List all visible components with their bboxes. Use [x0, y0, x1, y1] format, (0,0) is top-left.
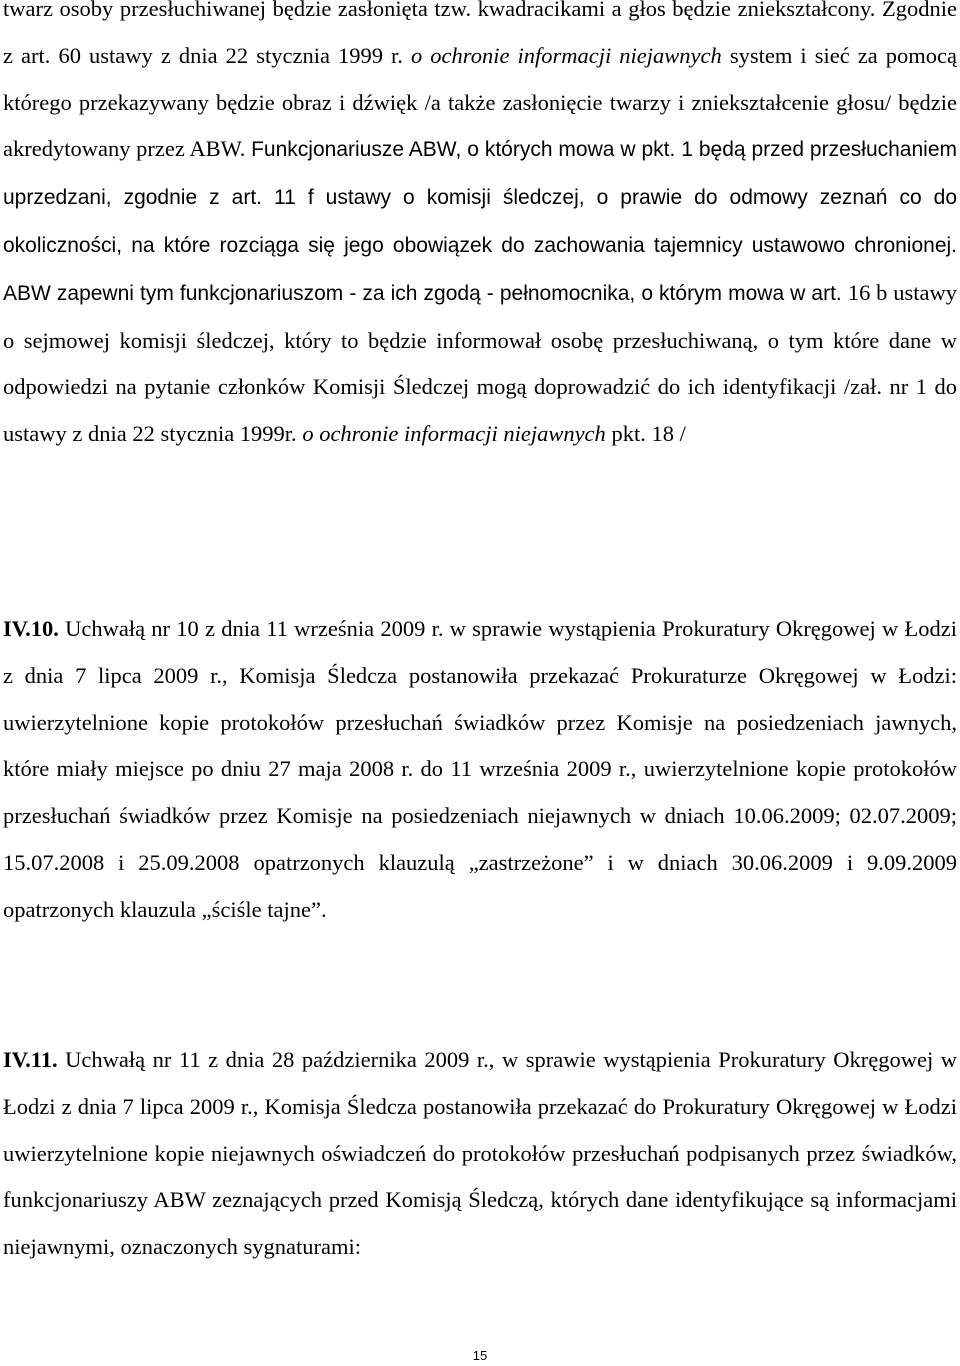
- text-run: pkt. 18 /: [605, 421, 686, 447]
- page-number: 15: [472, 1348, 488, 1363]
- italic-act-title: o ochronie informacji niejawnych: [302, 421, 606, 447]
- section-text: Uchwałą nr 11 z dnia 28 października 2009 r., w sprawie wystąpienia Prokuratury Okręgowej w Łodzi z dnia 7 lipca 2009 r., Komisja Śledcza postanowiła przekazać do Prokuratury Okręgowej w Łodzi uwierzytelnione kopie niejawnych oświadczeń do protokołów przesłuchań podpisanych przez świadków, funkcjonariuszy ABW zeznających przed Komisją Śledczą, których dane identyfikujące są informacjami niejawnymi, oznaczonych sygnaturami:: [3, 1047, 957, 1260]
- section-text: Uchwałą nr 10 z dnia 11 września 2009 r. w sprawie wystąpienia Prokuratury Okręgowej w Łodzi z dnia 7 lipca 2009 r., Komisja Śledcza postanowiła przekazać Prokuraturze Okręgowej w Łodzi: uwierzytelnione kopie protokołów przesłuchań świadków przez Komisje na posiedzeniach jawnych, które miały miejsce po dniu 27 maja 2008 r. do 11 września 2009 r., uwierzytelnione kopie protokołów przesłuchań świadków przez Komisje na posiedzeniach niejawnych w dniach 10.06.2009; 02.07.2009; 15.07.2008 i 25.09.2008 opatrzonych klauzulą „zastrzeżone” i w dniach 30.06.2009 i 9.09.2009 opatrzonych klauzula „ściśle tajne”.: [3, 616, 957, 922]
- text-run: twarz osoby przesłuchiwanej będzie zasłonięta tzw. kwadracikami a głos będzie zniekształcony. Zgodnie z art. 60 ustawy z dnia 22 stycznia 1999 r.: [3, 0, 957, 68]
- paragraph-continuation: [3, 0, 957, 458]
- section-iv-11: [3, 1037, 957, 1271]
- section-number: IV.10.: [3, 616, 59, 641]
- section-iv-10: [3, 606, 957, 934]
- text-run: 16 b ustawy o sejmowej komisji śledczej, który to będzie informował osobę przesłuchiwaną, o tym które dane w odpowiedzi na pytanie członków Komisji Śledczej mogą doprowadzić do ich identyfikacji /zał. nr 1 do ustawy z dnia 22 stycznia 1999r.: [3, 279, 957, 447]
- section-number: IV.11.: [3, 1047, 58, 1072]
- sans-text-run: Funkcjonariusze ABW, o których mowa w pkt. 1 będą przed przesłuchaniem uprzedzani, zgodnie z art. 11 f ustawy o komisji śledczej, o prawie do odmowy zeznań co do okoliczności, na które rozciąga się jego obowiązek do zachowania tajemnicy ustawowo chronionej. ABW zapewni tym funkcjonariuszom - za ich zgodą - pełnomocnika, o którym mowa w art.: [3, 138, 957, 305]
- italic-act-title: o ochronie informacji niejawnych: [410, 42, 722, 68]
- text-run: system i sieć za pomocą którego przekazywany będzie obraz i dźwięk /a także zasłonięcie twarzy i zniekształcenie głosu/ będzie akredytowany przez ABW.: [3, 42, 957, 162]
